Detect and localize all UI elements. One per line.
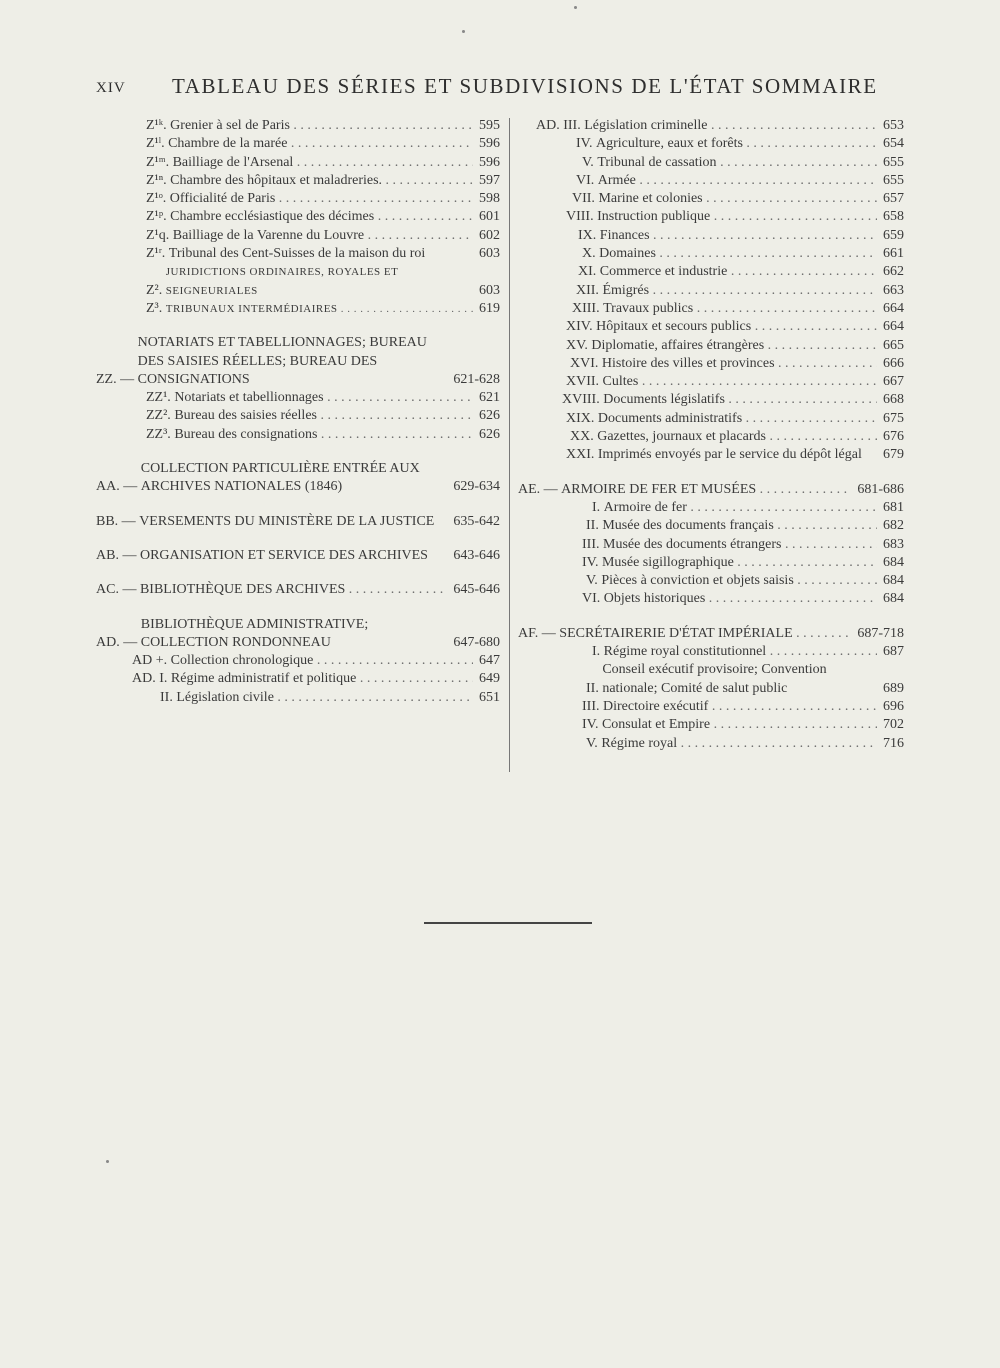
entry-code: V. xyxy=(582,154,598,170)
paper-speck xyxy=(106,1160,109,1163)
series-heading xyxy=(96,513,500,531)
entry-text: TRIBUNAUX INTERMÉDIAIRES . . . xyxy=(166,300,473,318)
entry-code: Z². xyxy=(146,282,166,298)
page-header xyxy=(0,74,1000,104)
entry-code: IV. xyxy=(576,136,596,152)
entry-text: BIBLIOTHÈQUE ADMINISTRATIVE; COLLECTION RONDONNEAU xyxy=(140,616,369,650)
entry-pages: 629-634 xyxy=(453,479,500,495)
index-entry xyxy=(96,689,500,707)
column-divider xyxy=(509,118,510,772)
entry-text: Chambre des hôpitaux et maladreries. . . . xyxy=(170,172,473,190)
entry-code: AD. I. xyxy=(132,671,171,687)
series-heading xyxy=(96,334,500,389)
entry-code: III. xyxy=(582,698,603,714)
entry-pages: 643-646 xyxy=(453,547,500,563)
entry-text: VERSEMENTS DU MINISTÈRE DE LA JUSTICE xyxy=(139,513,435,529)
entry-pages: 662 xyxy=(883,264,904,280)
entry-code: II. xyxy=(586,680,603,696)
entry-text: Régime royal constitutionnel . . . xyxy=(604,643,877,661)
entry-text: Grenier à sel de Paris . . . xyxy=(170,117,473,135)
entry-text: Histoire des villes et provinces . . . xyxy=(602,355,877,373)
entry-code: AA. — xyxy=(96,479,141,495)
entry-code: Z³. xyxy=(146,300,166,316)
index-entry xyxy=(518,572,904,590)
entry-text: Conseil exécutif provisoire; Convention nationale; Comité de salut public xyxy=(602,662,827,696)
index-entry xyxy=(518,300,904,318)
entry-pages: 603 xyxy=(479,282,500,298)
index-entry xyxy=(518,410,904,428)
index-entry xyxy=(518,716,904,734)
index-entry xyxy=(518,391,904,409)
entry-code: XX. xyxy=(570,429,598,445)
entry-text: Tribunal de cassation . . . xyxy=(597,154,877,172)
entry-pages: 689 xyxy=(883,680,904,696)
entry-pages: 682 xyxy=(883,518,904,534)
entry-code: I. xyxy=(592,644,604,660)
series-heading xyxy=(96,616,500,653)
entry-code: ZZ². xyxy=(146,408,175,424)
index-entry xyxy=(518,499,904,517)
index-entry xyxy=(96,117,500,135)
entry-text: Émigrés . . . xyxy=(602,282,877,300)
index-entry xyxy=(518,698,904,716)
paper-speck xyxy=(462,30,465,33)
entry-code: IV. xyxy=(582,717,602,733)
entry-pages: 596 xyxy=(479,136,500,152)
index-entry xyxy=(96,407,500,425)
entry-text: Domaines . . . xyxy=(599,245,877,263)
entry-text: Régime royal . . . xyxy=(601,735,877,753)
entry-text: BIBLIOTHÈQUE DES ARCHIVES . . . xyxy=(140,581,447,599)
entry-code: IX. xyxy=(578,227,600,243)
entry-pages: 597 xyxy=(479,172,500,188)
index-entry xyxy=(518,154,904,172)
index-entry xyxy=(96,245,500,263)
index-entry xyxy=(96,263,500,300)
index-entry xyxy=(518,355,904,373)
entry-code: Z¹ᵐ. xyxy=(146,154,173,170)
entry-code: XI. xyxy=(578,264,600,280)
entry-text: JURIDICTIONS ORDINAIRES, ROYALES ET SEIGNEURIALES xyxy=(165,266,399,297)
entry-pages: 602 xyxy=(479,227,500,243)
entry-pages: 684 xyxy=(883,573,904,589)
entry-text: Commerce et industrie . . . xyxy=(600,263,877,281)
entry-pages: 655 xyxy=(883,172,904,188)
entry-code: ZZ¹. xyxy=(146,390,175,406)
entry-code: II. xyxy=(586,518,603,534)
index-entry xyxy=(96,172,500,190)
index-entry xyxy=(96,300,500,318)
entry-pages: 645-646 xyxy=(453,582,500,598)
entry-text: Agriculture, eaux et forêts . . . xyxy=(596,135,877,153)
entry-pages: 595 xyxy=(479,118,500,133)
entry-code: ZZ³. xyxy=(146,426,175,442)
series-heading xyxy=(96,547,500,565)
entry-code: XV. xyxy=(566,337,592,353)
entry-pages: 681-686 xyxy=(857,481,904,497)
index-entry xyxy=(518,190,904,208)
series-heading xyxy=(518,625,904,643)
index-entry xyxy=(518,428,904,446)
entry-text: Bailliage de l'Arsenal . . . xyxy=(173,154,473,172)
index-entry xyxy=(96,208,500,226)
entry-text: SECRÉTAIRERIE D'ÉTAT IMPÉRIALE . . . xyxy=(559,625,851,643)
entry-pages: 626 xyxy=(479,408,500,424)
index-entry xyxy=(518,208,904,226)
entry-pages: 621 xyxy=(479,390,500,406)
entry-pages: 647-680 xyxy=(453,634,500,650)
entry-pages: 687-718 xyxy=(857,625,904,641)
entry-code: X. xyxy=(582,246,600,262)
entry-code: AD +. xyxy=(132,653,171,669)
index-entry xyxy=(518,282,904,300)
index-entry xyxy=(518,172,904,190)
entry-text: Cultes . . . xyxy=(603,373,877,391)
entry-text: ARMOIRE DE FER ET MUSÉES . . . xyxy=(561,481,851,499)
entry-pages: 621-628 xyxy=(453,371,500,387)
entry-text: Chambre ecclésiastique des décimes . . . xyxy=(170,208,473,226)
entry-code: XIII. xyxy=(572,300,604,316)
entry-code: I. xyxy=(592,499,604,515)
index-entry xyxy=(96,135,500,153)
entry-pages: 665 xyxy=(883,337,904,353)
entry-pages: 679 xyxy=(883,447,904,463)
entry-pages: 659 xyxy=(883,227,904,243)
entry-code: XII. xyxy=(576,282,603,298)
entry-code: BB. — xyxy=(96,513,140,529)
entry-code: AD. III. xyxy=(536,118,585,133)
entry-text: Hôpitaux et secours publics . . . xyxy=(596,318,877,336)
index-entry xyxy=(518,661,904,698)
entry-pages: 654 xyxy=(883,136,904,152)
entry-pages: 658 xyxy=(883,209,904,225)
index-entry xyxy=(518,590,904,608)
entry-code: Z¹q. xyxy=(146,227,173,243)
entry-code: II. xyxy=(160,689,177,705)
end-rule xyxy=(424,922,592,924)
entry-code: VI. xyxy=(576,172,598,188)
entry-text: Pièces à conviction et objets saisis . . . xyxy=(601,572,877,590)
index-entry xyxy=(518,318,904,336)
entry-text: Armée . . . xyxy=(598,172,877,190)
entry-text: Directoire exécutif . . . xyxy=(603,698,877,716)
entry-text: ORGANISATION ET SERVICE DES ARCHIVES xyxy=(139,547,428,563)
entry-code: XIX. xyxy=(566,410,598,426)
index-entry xyxy=(518,643,904,661)
entry-code: AE. — xyxy=(518,481,562,497)
series-heading xyxy=(518,481,904,499)
entry-code: V. xyxy=(586,573,602,589)
right-column xyxy=(518,117,904,753)
entry-pages: 684 xyxy=(883,554,904,570)
entry-text: Documents administratifs . . . xyxy=(598,410,877,428)
entry-text: Finances . . . xyxy=(600,227,877,245)
entry-pages: 661 xyxy=(883,246,904,262)
entry-code: AD. — xyxy=(96,634,141,650)
entry-pages: 687 xyxy=(883,644,904,660)
index-entry xyxy=(518,245,904,263)
entry-code: Z¹ʳ. xyxy=(146,246,169,262)
index-entry xyxy=(96,190,500,208)
entry-text: Musée des documents étrangers . . . xyxy=(603,536,877,554)
entry-pages: 696 xyxy=(883,698,904,714)
entry-pages: 668 xyxy=(883,392,904,408)
index-entry xyxy=(518,227,904,245)
index-entry xyxy=(518,263,904,281)
entry-pages: 683 xyxy=(883,536,904,552)
entry-text: Gazettes, journaux et placards . . . xyxy=(597,428,877,446)
entry-code: IV. xyxy=(582,554,602,570)
entry-code: XXI. xyxy=(566,447,598,463)
index-entry xyxy=(518,536,904,554)
index-entry xyxy=(518,517,904,535)
entry-code: Z¹ᵏ. xyxy=(146,118,171,133)
entry-text: Musée sigillographique . . . xyxy=(602,554,877,572)
entry-pages: 619 xyxy=(479,300,500,316)
entry-text: Armoire de fer . . . xyxy=(604,499,877,517)
entry-pages: 635-642 xyxy=(453,513,500,529)
entry-code: ZZ. — xyxy=(96,371,138,387)
entry-text: Documents législatifs . . . xyxy=(603,391,877,409)
index-entry xyxy=(518,373,904,391)
entry-text: Consulat et Empire . . . xyxy=(602,716,877,734)
entry-text: Bailliage de la Varenne du Louvre . . . xyxy=(173,227,473,245)
entry-text: Travaux publics . . . xyxy=(603,300,877,318)
entry-code: V. xyxy=(586,735,602,751)
entry-pages: 667 xyxy=(883,374,904,390)
index-entry xyxy=(518,117,904,135)
paper-speck xyxy=(574,6,577,9)
entry-code: VII. xyxy=(572,191,599,207)
entry-code: Z¹ˡ. xyxy=(146,136,169,152)
entry-code: VI. xyxy=(582,591,604,607)
entry-text: Officialité de Paris . . . xyxy=(170,190,473,208)
entry-pages: 651 xyxy=(479,689,500,705)
entry-pages: 655 xyxy=(883,154,904,170)
entry-pages: 657 xyxy=(883,191,904,207)
index-entry xyxy=(518,135,904,153)
entry-code: AB. — xyxy=(96,547,140,563)
entry-pages: 647 xyxy=(479,653,500,669)
index-entry xyxy=(518,735,904,753)
entry-pages: 664 xyxy=(883,300,904,316)
entry-text: Objets historiques . . . xyxy=(604,590,877,608)
entry-pages: 663 xyxy=(883,282,904,298)
entry-code: XIV. xyxy=(566,319,597,335)
entry-code: AF. — xyxy=(518,625,560,641)
series-heading xyxy=(96,581,500,599)
entry-pages: 653 xyxy=(883,118,904,133)
entry-text: Imprimés envoyés par le service du dépôt légal xyxy=(597,447,862,463)
entry-text: Législation civile . . . xyxy=(176,689,473,707)
entry-pages: 681 xyxy=(883,499,904,515)
entry-text: Instruction publique . . . xyxy=(597,208,877,226)
entry-text: Bureau des consignations . . . xyxy=(174,426,473,444)
entry-code: AC. — xyxy=(96,582,140,598)
entry-pages: 601 xyxy=(479,209,500,225)
index-entry xyxy=(96,426,500,444)
series-heading xyxy=(96,460,500,497)
entry-text: Tribunal des Cent-Suisses de la maison du roi xyxy=(168,246,426,262)
index-entry xyxy=(96,154,500,172)
page-title: TABLEAU DES SÉRIES ET SUBDIVISIONS DE L'ÉTAT SOMMAIRE xyxy=(172,74,878,98)
index-entry xyxy=(96,389,500,407)
index-entry xyxy=(96,670,500,688)
entry-pages: 676 xyxy=(883,429,904,445)
entry-text: COLLECTION PARTICULIÈRE ENTRÉE AUX ARCHIVES NATIONALES (1846) xyxy=(140,461,420,495)
entry-code: VIII. xyxy=(566,209,598,225)
entry-pages: 603 xyxy=(479,246,500,262)
entry-code: XVII. xyxy=(566,374,603,390)
entry-pages: 664 xyxy=(883,319,904,335)
entry-code: Z¹ᵖ. xyxy=(146,209,171,225)
entry-code: Z¹ᵒ. xyxy=(146,191,170,207)
entry-text: Musée des documents français . . . xyxy=(602,517,877,535)
index-entry xyxy=(518,446,904,464)
entry-text: Collection chronologique . . . xyxy=(171,652,473,670)
entry-pages: 675 xyxy=(883,410,904,426)
entry-pages: 666 xyxy=(883,355,904,371)
entry-pages: 684 xyxy=(883,591,904,607)
entry-code: III. xyxy=(582,536,603,552)
entry-text: Marine et colonies . . . xyxy=(598,190,877,208)
index-entry xyxy=(96,227,500,245)
entry-text: Bureau des saisies réelles . . . xyxy=(174,407,473,425)
entry-pages: 596 xyxy=(479,154,500,170)
entry-text: Diplomatie, affaires étrangères . . . xyxy=(591,337,877,355)
entry-pages: 598 xyxy=(479,191,500,207)
index-entry xyxy=(518,554,904,572)
index-entry xyxy=(518,337,904,355)
entry-text: Régime administratif et politique . . . xyxy=(171,670,473,688)
entry-pages: 626 xyxy=(479,426,500,442)
entry-code: XVI. xyxy=(570,355,602,371)
entry-text: Chambre de la marée . . . xyxy=(168,135,473,153)
index-entry xyxy=(96,652,500,670)
page-number: XIV xyxy=(96,80,126,96)
entry-text: NOTARIATS ET TABELLIONNAGES; BUREAU DES SAISIES RÉELLES; BUREAU DES CONSIGNATIONS xyxy=(137,335,427,387)
entry-pages: 649 xyxy=(479,671,500,687)
entry-pages: 702 xyxy=(883,717,904,733)
entry-text: Législation criminelle . . . xyxy=(584,117,877,135)
entry-code: Z¹ⁿ. xyxy=(146,172,171,188)
entry-pages: 716 xyxy=(883,735,904,751)
left-column xyxy=(96,117,500,707)
entry-code: XVIII. xyxy=(562,392,604,408)
entry-text: Notariats et tabellionnages . . . xyxy=(174,389,473,407)
